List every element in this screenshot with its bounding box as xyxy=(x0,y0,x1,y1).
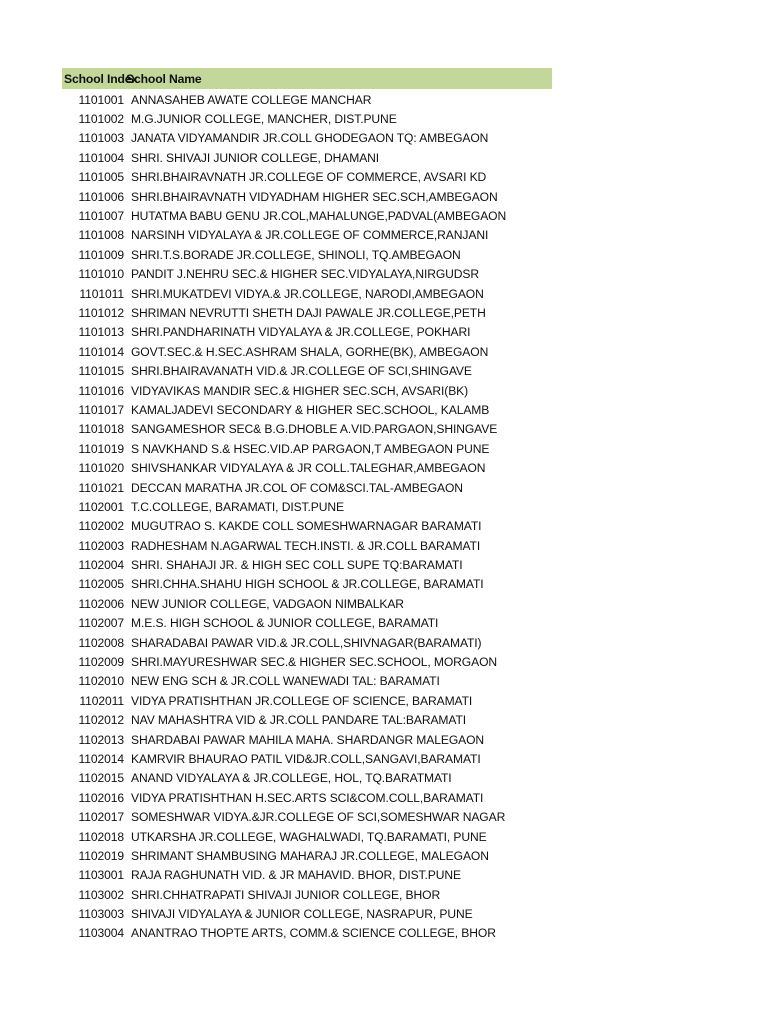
school-index-cell: 1102011 xyxy=(79,693,124,708)
school-index-cell: 1101002 xyxy=(78,112,124,127)
school-name-cell: SHRI.MUKATDEVI VIDYA.& JR.COLLEGE, NARODI,AMBEGAON xyxy=(131,286,484,301)
school-index-cell: 1102012 xyxy=(78,713,124,728)
school-index-cell: 1102001 xyxy=(78,499,124,514)
school-index-cell: 1102013 xyxy=(78,732,124,747)
table-row xyxy=(62,381,552,400)
table-row xyxy=(62,245,552,264)
school-index-cell: 1101016 xyxy=(78,383,124,398)
school-name-cell: SHRIMAN NEVRUTTI SHETH DAJI PAWALE JR.COLLEGE,PETH xyxy=(131,305,486,320)
school-index-cell: 1101011 xyxy=(79,286,124,301)
school-index-cell: 1101007 xyxy=(78,209,124,224)
school-name-cell: M.G.JUNIOR COLLEGE, MANCHER, DIST.PUNE xyxy=(131,112,397,127)
school-name-cell: VIDYAVIKAS MANDIR SEC.& HIGHER SEC.SCH, AVSARI(BK) xyxy=(131,383,469,398)
school-index-cell: 1101010 xyxy=(78,267,124,282)
school-name-cell: DECCAN MARATHA JR.COL OF COM&SCI.TAL-AMBEGAON xyxy=(131,480,463,495)
table-row xyxy=(62,517,552,536)
school-index-cell: 1101008 xyxy=(78,228,124,243)
table-row xyxy=(62,265,552,284)
school-index-cell: 1102005 xyxy=(78,577,124,592)
table-row xyxy=(62,439,552,458)
table-row xyxy=(62,652,552,671)
table-row xyxy=(62,924,552,943)
school-index-cell: 1101013 xyxy=(78,325,124,340)
school-name-cell: GOVT.SEC.& H.SEC.ASHRAM SHALA, GORHE(BK), AMBEGAON xyxy=(131,344,489,359)
table-row xyxy=(62,749,552,768)
table-row xyxy=(62,711,552,730)
school-name-cell: S NAVKHAND S.& HSEC.VID.AP PARGAON,T AMBEGAON PUNE xyxy=(131,441,490,456)
school-index-cell: 1101017 xyxy=(78,402,124,417)
table-row xyxy=(62,323,552,342)
school-name-cell: SHRI.CHHATRAPATI SHIVAJI JUNIOR COLLEGE, BHOR xyxy=(131,887,441,902)
school-name-cell: JANATA VIDYAMANDIR JR.COLL GHODEGAON TQ: AMBEGAON xyxy=(131,131,489,146)
school-index-cell: 1102018 xyxy=(78,829,124,844)
school-index-cell: 1102016 xyxy=(78,790,124,805)
school-name-cell: ANANTRAO THOPTE ARTS, COMM.& SCIENCE COLLEGE, BHOR xyxy=(131,926,496,941)
school-index-cell: 1101015 xyxy=(78,364,124,379)
table-row xyxy=(62,555,552,574)
school-name-cell: SHIVSHANKAR VIDYALAYA & JR COLL.TALEGHAR,AMBEGAON xyxy=(131,461,486,476)
school-index-cell: 1101019 xyxy=(78,441,124,456)
school-name-cell: ANAND VIDYALAYA & JR.COLLEGE, HOL, TQ.BARATMATI xyxy=(131,771,452,786)
table-row xyxy=(62,148,552,167)
table-row xyxy=(62,672,552,691)
school-name-cell: RADHESHAM N.AGARWAL TECH.INSTI. & JR.COLL BARAMATI xyxy=(131,538,481,553)
school-name-cell: VIDYA PRATISHTHAN JR.COLLEGE OF SCIENCE, BARAMATI xyxy=(131,693,473,708)
school-index-cell: 1102019 xyxy=(78,848,124,863)
school-name-cell: NEW JUNIOR COLLEGE, VADGAON NIMBALKAR xyxy=(131,596,404,611)
school-index-cell: 1102010 xyxy=(78,674,124,689)
school-name-cell: SHRIMANT SHAMBUSING MAHARAJ JR.COLLEGE, MALEGAON xyxy=(131,848,489,863)
school-index-cell: 1103004 xyxy=(78,926,124,941)
table-row xyxy=(62,866,552,885)
table-row xyxy=(62,226,552,245)
school-name-cell: NAV MAHASHTRA VID & JR.COLL PANDARE TAL:BARAMATI xyxy=(131,713,467,728)
table-row xyxy=(62,614,552,633)
school-index-cell: 1103002 xyxy=(78,887,124,902)
school-index-cell: 1101018 xyxy=(78,422,124,437)
header-row xyxy=(62,68,552,89)
school-name-cell: SHRI. SHAHAJI JR. & HIGH SEC COLL SUPE TQ:BARAMATI xyxy=(131,558,463,573)
table-row xyxy=(62,691,552,710)
table-row xyxy=(62,633,552,652)
school-index-cell: 1102015 xyxy=(78,771,124,786)
school-index-cell: 1102009 xyxy=(78,655,124,670)
school-index-cell: 1103003 xyxy=(78,907,124,922)
school-index-cell: 1101004 xyxy=(78,150,124,165)
table-row xyxy=(62,904,552,923)
school-index-cell: 1102014 xyxy=(78,751,124,766)
school-index-cell: 1101021 xyxy=(78,480,124,495)
table-row xyxy=(62,769,552,788)
table-row xyxy=(62,807,552,826)
table-row xyxy=(62,458,552,477)
school-rows xyxy=(62,90,552,943)
school-name-cell: NEW ENG SCH & JR.COLL WANEWADI TAL: BARAMATI xyxy=(131,674,440,689)
table-row xyxy=(62,420,552,439)
school-name-cell: SHRI.BHAIRAVNATH JR.COLLEGE OF COMMERCE, AVSARI KD xyxy=(131,170,487,185)
school-name-cell: SHIVAJI VIDYALAYA & JUNIOR COLLEGE, NASRAPUR, PUNE xyxy=(131,907,473,922)
table-row xyxy=(62,129,552,148)
school-index-cell: 1101009 xyxy=(78,247,124,262)
school-name-cell: SHRI.CHHA.SHAHU HIGH SCHOOL & JR.COLLEGE, BARAMATI xyxy=(131,577,484,592)
school-name-cell: UTKARSHA JR.COLLEGE, WAGHALWADI, TQ.BARAMATI, PUNE xyxy=(131,829,487,844)
table-row xyxy=(62,361,552,380)
table-row xyxy=(62,478,552,497)
school-index-cell: 1101020 xyxy=(78,461,124,476)
table-row xyxy=(62,284,552,303)
school-index-cell: 1102004 xyxy=(78,558,124,573)
table-row xyxy=(62,536,552,555)
school-name-cell: RAJA RAGHUNATH VID. & JR MAHAVID. BHOR, DIST.PUNE xyxy=(131,868,461,883)
school-name-cell: NARSINH VIDYALAYA & JR.COLLEGE OF COMMERCE,RANJANI xyxy=(131,228,489,243)
school-name-cell: SHARADABAI PAWAR VID.& JR.COLL,SHIVNAGAR(BARAMATI) xyxy=(131,635,482,650)
school-name-cell: SHRI.BHAIRAVANATH VID.& JR.COLLEGE OF SCI,SHINGAVE xyxy=(131,364,472,379)
school-index-cell: 1103001 xyxy=(78,868,124,883)
table-row xyxy=(62,342,552,361)
school-list-sheet xyxy=(62,68,552,943)
table-row xyxy=(62,594,552,613)
school-name-cell: SHRI. SHIVAJI JUNIOR COLLEGE, DHAMANI xyxy=(131,150,380,165)
school-name-cell: HUTATMA BABU GENU JR.COL,MAHALUNGE,PADVAL(AMBEGAON xyxy=(131,209,507,224)
school-name-cell: T.C.COLLEGE, BARAMATI, DIST.PUNE xyxy=(131,499,344,514)
school-index-cell: 1102002 xyxy=(78,519,124,534)
school-index-cell: 1101001 xyxy=(78,92,124,107)
school-index-cell: 1102007 xyxy=(78,616,124,631)
school-name-cell: SHRI.T.S.BORADE JR.COLLEGE, SHINOLI, TQ.AMBEGAON xyxy=(131,247,461,262)
table-row xyxy=(62,303,552,322)
school-index-cell: 1102017 xyxy=(78,810,124,825)
table-row xyxy=(62,90,552,109)
table-row xyxy=(62,730,552,749)
school-name-cell: SANGAMESHOR SEC& B.G.DHOBLE A.VID.PARGAON,SHINGAVE xyxy=(131,422,498,437)
school-name-cell: MUGUTRAO S. KAKDE COLL SOMESHWARNAGAR BARAMATI xyxy=(131,519,482,534)
table-row xyxy=(62,846,552,865)
table-row xyxy=(62,109,552,128)
school-name-cell: M.E.S. HIGH SCHOOL & JUNIOR COLLEGE, BARAMATI xyxy=(131,616,439,631)
school-index-cell: 1101003 xyxy=(78,131,124,146)
school-name-cell: SHARDABAI PAWAR MAHILA MAHA. SHARDANGR MALEGAON xyxy=(131,732,485,747)
school-name-cell: ANNASAHEB AWATE COLLEGE MANCHAR xyxy=(131,92,372,107)
table-row xyxy=(62,206,552,225)
school-name-cell: PANDIT J.NEHRU SEC.& HIGHER SEC.VIDYALAYA,NIRGUDSR xyxy=(131,267,480,282)
school-name-cell: SHRI.PANDHARINATH VIDYALAYA & JR.COLLEGE, POKHARI xyxy=(131,325,471,340)
school-index-cell: 1102008 xyxy=(78,635,124,650)
table-row xyxy=(62,187,552,206)
school-name-cell: SHRI.MAYURESHWAR SEC.& HIGHER SEC.SCHOOL, MORGAON xyxy=(131,655,498,670)
table-row xyxy=(62,827,552,846)
school-index-cell: 1101012 xyxy=(78,305,124,320)
table-row xyxy=(62,497,552,516)
school-name-cell: VIDYA PRATISHTHAN H.SEC.ARTS SCI&COM.COLL,BARAMATI xyxy=(131,790,484,805)
school-index-cell: 1102003 xyxy=(78,538,124,553)
school-name-cell: SOMESHWAR VIDYA.&JR.COLLEGE OF SCI,SOMESHWAR NAGAR xyxy=(131,810,506,825)
table-row xyxy=(62,788,552,807)
table-row xyxy=(62,575,552,594)
table-row xyxy=(62,885,552,904)
school-index-header: School Index xyxy=(64,71,139,86)
school-index-cell: 1102006 xyxy=(78,596,124,611)
school-index-cell: 1101005 xyxy=(78,170,124,185)
school-name-cell: KAMRVIR BHAURAO PATIL VID&JR.COLL,SANGAVI,BARAMATI xyxy=(131,751,481,766)
school-index-cell: 1101014 xyxy=(78,344,124,359)
table-row xyxy=(62,168,552,187)
school-name-cell: KAMALJADEVI SECONDARY & HIGHER SEC.SCHOOL, KALAMB xyxy=(131,402,490,417)
school-name-cell: SHRI.BHAIRAVNATH VIDYADHAM HIGHER SEC.SCH,AMBEGAON xyxy=(131,189,498,204)
school-index-cell: 1101006 xyxy=(78,189,124,204)
school-name-header: School Name xyxy=(126,71,202,86)
table-row xyxy=(62,400,552,419)
